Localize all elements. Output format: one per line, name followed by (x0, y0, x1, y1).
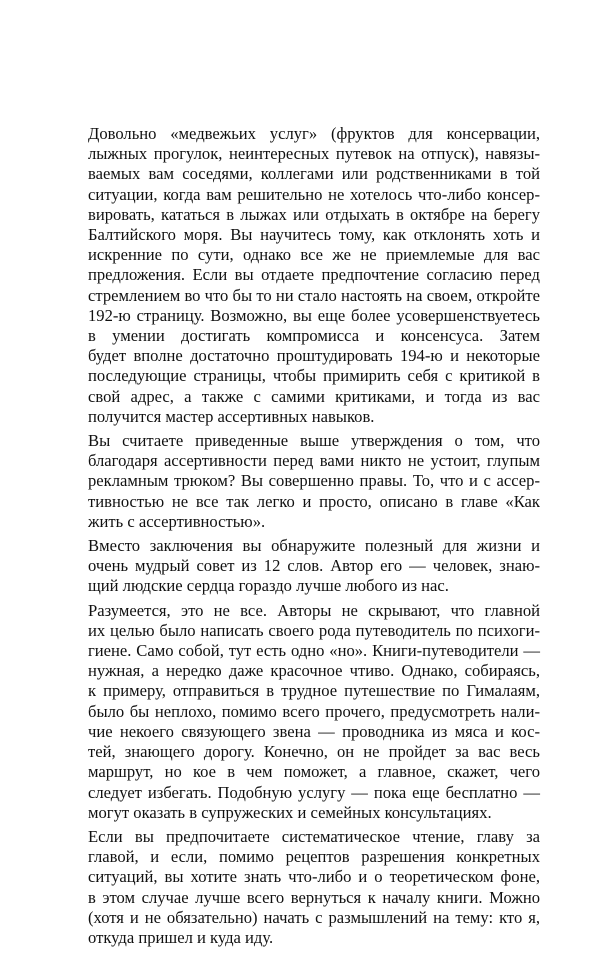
paragraph (88, 536, 540, 597)
text-line: свой адрес, а также с самими критиками, и тогда из вас (88, 386, 540, 406)
text-line: рекламным трюком? Вы совершенно правы. То, что и с ассер- (88, 471, 540, 491)
text-line: будет вполне достаточно проштудировать 194-ю и некоторые (88, 346, 540, 366)
text-line: Вы считаете приведенные выше утверждения о том, что (88, 431, 540, 451)
text-line: было бы неплохо, помимо всего прочего, предусмотреть нали- (88, 701, 540, 721)
page-text (88, 124, 540, 952)
paragraph (88, 431, 540, 532)
text-line: их целью было написать своего рода путеводитель по психоги- (88, 620, 540, 640)
text-line: Если вы предпочитаете систематическое чтение, главу за (88, 826, 540, 846)
text-line: очень мудрый совет из 12 слов. Автор его — человек, знаю- (88, 556, 540, 576)
text-line: стремлением во что бы то ни стало настоять на своем, откройте (88, 285, 540, 305)
paragraph (88, 827, 540, 948)
text-line: искренние по сути, однако все же не приемлемые для вас (88, 245, 540, 265)
text-line: жить с ассертивностью». (88, 511, 266, 531)
paragraph (88, 124, 540, 427)
text-line: к примеру, отправиться в трудное путешествие по Гималаям, (88, 681, 540, 701)
text-line: могут оказать в супружеских и семейных консультациях. (88, 802, 492, 822)
text-line: Балтийского моря. Вы научитесь тому, как отклонять хоть и (88, 225, 540, 245)
text-line: Разумеется, это не все. Авторы не скрывают, что главной (88, 600, 540, 620)
text-line: тивностью не все так легко и просто, описано в главе «Как (88, 491, 540, 511)
text-line: Вместо заключения вы обнаружите полезный для жизни и (88, 536, 540, 556)
text-line: вировать, кататься в лыжах или отдыхать в октябре на берегу (88, 204, 540, 224)
text-line: в умении достигать компромисса и консенсуса. Затем (88, 326, 540, 346)
paragraph (88, 601, 540, 823)
text-line: нужная, а нередко даже красочное чтиво. Однако, собираясь, (88, 661, 540, 681)
text-line: 192-ю страницу. Возможно, вы еще более усовершенствуетесь (88, 305, 540, 325)
text-line: получится мастер ассертивных навыков. (88, 406, 375, 426)
text-line: маршрут, но кое в чем поможет, а главное, скажет, чего (88, 762, 540, 782)
text-line: последующие страницы, чтобы примирить себя с критикой в (88, 366, 540, 386)
text-line: чие некоего связующего звена — проводника из мяса и кос- (88, 721, 540, 741)
text-line: лыжных прогулок, неинтересных путевок на отпуск), навязы- (88, 144, 540, 164)
text-line: главой, и если, помимо рецептов разрешения конкретных (88, 847, 540, 867)
text-line: тей, знающего дорогу. Конечно, он не пройдет за вас весь (88, 742, 540, 762)
text-line: в этом случае лучше всего вернуться к началу книги. Можно (88, 887, 540, 907)
text-line: Довольно «медвежьих услуг» (фруктов для консервации, (88, 124, 540, 143)
text-line: ваемых вам соседями, коллегами или родственниками в той (88, 164, 540, 184)
text-line: ситуаций, вы хотите знать что-либо и о теоретическом фоне, (88, 867, 540, 887)
text-line: щий людские сердца гораздо лучше любого из нас. (88, 576, 449, 596)
text-line: ситуации, когда вам решительно не хотелось что-либо консер- (88, 184, 540, 204)
text-line: предложения. Если вы отдаете предпочтение согласию перед (88, 265, 540, 285)
text-line: откуда пришел и куда иду. (88, 927, 274, 947)
text-line: гиене. Само собой, тут есть одно «но». Книги-путеводители — (88, 641, 540, 661)
text-line: благодаря ассертивности перед вами никто не устоит, глупым (88, 451, 540, 471)
text-line: (хотя и не обязательно) начать с размышлений на тему: кто я, (88, 907, 540, 927)
text-line: следует избегать. Подобную услугу — пока еще бесплатно — (88, 782, 540, 802)
